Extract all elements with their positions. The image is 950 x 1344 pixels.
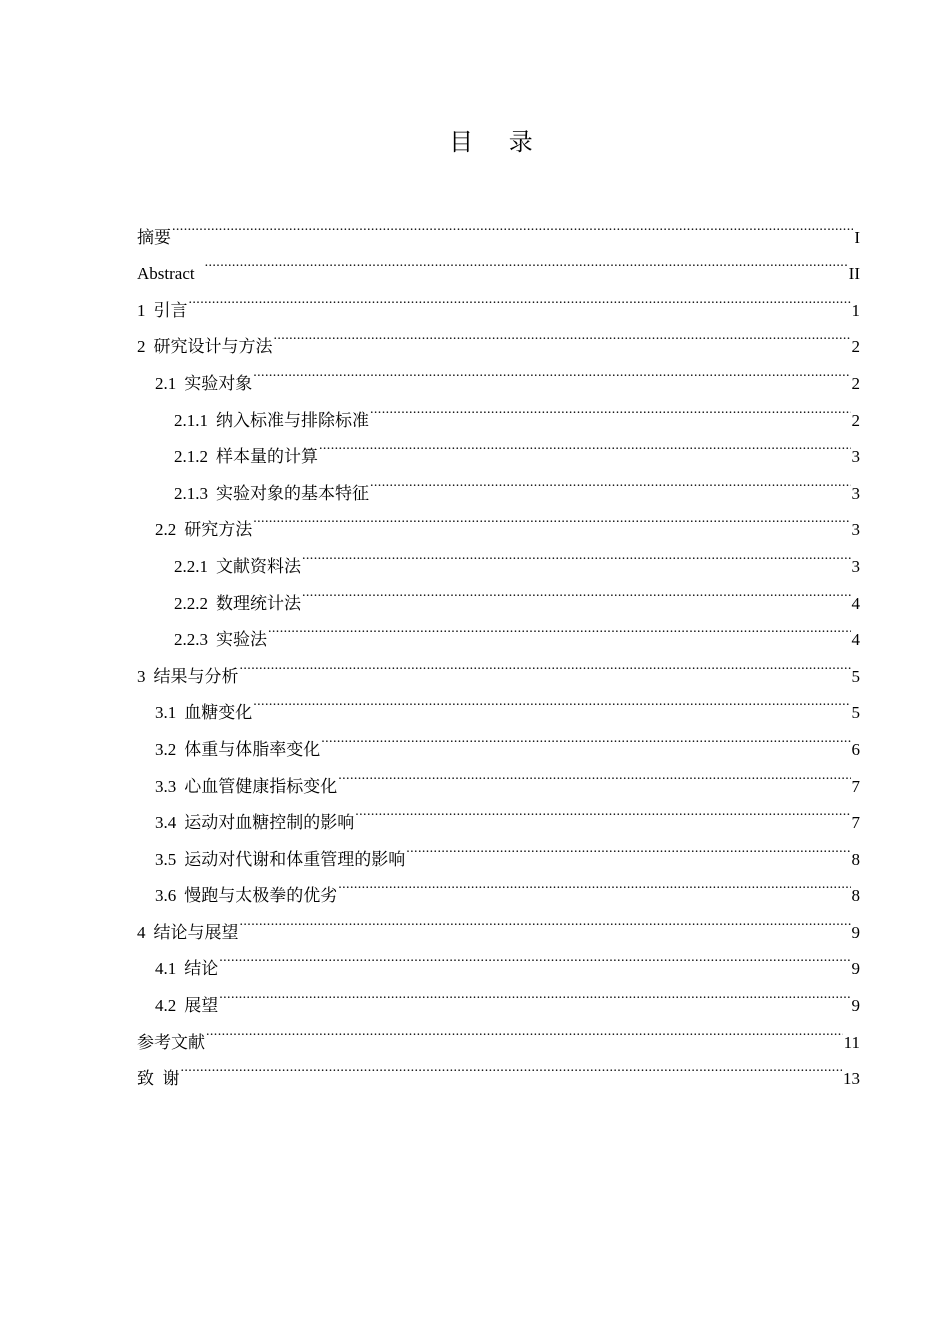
toc-dot-leader — [181, 1048, 843, 1085]
toc-entry-title: 结果与分析 — [153, 666, 239, 686]
toc-entry[interactable] — [137, 938, 860, 979]
toc-entry-title: 结论与展望 — [153, 922, 239, 942]
toc-page-number: 1 — [851, 300, 860, 320]
toc-page-number: I — [854, 227, 860, 247]
toc-page-number: 4 — [851, 630, 860, 650]
toc-entry-title: Abstract — [137, 264, 195, 284]
toc-entry-title: 数理统计法 — [216, 593, 301, 613]
toc-entry-number: 2.2.3 — [174, 630, 208, 650]
toc-entry-title: 研究设计与方法 — [153, 337, 273, 357]
toc-entry[interactable] — [137, 974, 860, 1016]
toc-entry[interactable] — [137, 1011, 860, 1052]
toc-dot-leader — [370, 389, 851, 426]
toc-dot-leader — [240, 901, 851, 938]
toc-dot-leader — [206, 1011, 843, 1048]
toc-page-number: 4 — [851, 593, 860, 613]
toc-entry-title: 心血管健康指标变化 — [184, 776, 338, 796]
toc-entry-number: 3.5 — [155, 849, 177, 869]
toc-dot-leader — [355, 792, 850, 829]
toc-entry[interactable] — [137, 206, 860, 247]
toc-page-number: 8 — [851, 849, 860, 869]
toc-entry[interactable] — [137, 1048, 860, 1089]
toc-entry-title: 实验对象的基本特征 — [216, 483, 369, 503]
toc-page-number: 3 — [851, 556, 860, 576]
toc-dot-leader — [338, 755, 850, 792]
toc-entry-title: 参考文献 — [137, 1032, 205, 1052]
toc-entry-title: 展望 — [184, 996, 219, 1016]
toc-entry-title: 结论 — [184, 959, 219, 979]
toc-entry-number: 3.6 — [155, 886, 177, 906]
toc-entry-title: 实验法 — [216, 630, 267, 650]
toc-dot-leader — [302, 535, 851, 572]
toc-page-number: 2 — [851, 410, 860, 430]
toc-entry-title: 引言 — [153, 300, 188, 320]
toc-page-number: II — [848, 264, 860, 284]
toc-entry-title: 纳入标准与排除标准 — [216, 410, 369, 430]
toc-entry[interactable] — [137, 316, 860, 357]
toc-entry-number: 2.2.2 — [174, 593, 208, 613]
toc-page-number: 5 — [851, 666, 860, 686]
toc-entry-number: 2 — [137, 337, 146, 357]
toc-entry-number: 3.3 — [155, 776, 177, 796]
toc-entry-number: 2.1.1 — [174, 410, 208, 430]
toc-entry-title: 慢跑与太极拳的优劣 — [184, 886, 338, 906]
toc-dot-leader — [172, 206, 853, 243]
toc-entry-number: 1 — [137, 300, 146, 320]
toc-dot-leader — [338, 865, 850, 902]
toc-entry-title: 运动对血糖控制的影响 — [184, 813, 355, 833]
toc-entry-number: 2.1.2 — [174, 447, 208, 467]
toc-dot-leader — [370, 462, 851, 499]
toc-entry-title: 血糖变化 — [184, 703, 253, 723]
toc-page-number: 2 — [851, 337, 860, 357]
toc-entry-title: 致 谢 — [137, 1069, 180, 1089]
toc-entry-title: 研究方法 — [184, 520, 253, 540]
toc-entry-number: 2.2.1 — [174, 556, 208, 576]
toc-page-number: 3 — [851, 483, 860, 503]
toc-entry-number: 4.2 — [155, 996, 177, 1016]
toc-dot-leader — [321, 718, 850, 755]
toc-entry-title: 运动对代谢和体重管理的影响 — [184, 849, 406, 869]
toc-entry-number: 4 — [137, 922, 146, 942]
table-of-contents — [137, 206, 860, 1089]
toc-entry-number: 2.1.3 — [174, 483, 208, 503]
toc-entry-title: 样本量的计算 — [216, 447, 318, 467]
toc-entry[interactable] — [137, 901, 860, 942]
toc-entry-number: 2.1 — [155, 373, 177, 393]
toc-entry-title: 实验对象 — [184, 373, 253, 393]
toc-dot-leader — [253, 499, 850, 536]
toc-dot-leader — [268, 609, 851, 646]
toc-entry[interactable] — [137, 279, 860, 320]
toc-page-number: 3 — [851, 447, 860, 467]
toc-dot-leader — [253, 682, 850, 719]
toc-dot-leader — [319, 426, 851, 463]
toc-page-number: 7 — [851, 813, 860, 833]
toc-dot-leader — [219, 938, 850, 975]
toc-page-number: 3 — [851, 520, 860, 540]
page-title: 目 录 — [449, 128, 547, 156]
toc-entry[interactable] — [137, 243, 860, 284]
toc-dot-leader — [219, 974, 850, 1011]
toc-page-number: 9 — [851, 959, 860, 979]
toc-page-number: 6 — [851, 739, 860, 759]
toc-entry-title: 体重与体脂率变化 — [184, 739, 321, 759]
toc-dot-leader — [253, 352, 850, 389]
toc-page-number: 2 — [851, 373, 860, 393]
toc-entry[interactable] — [137, 682, 860, 723]
toc-page-number: 11 — [843, 1032, 860, 1052]
toc-dot-leader — [240, 645, 851, 682]
toc-entry-number: 2.2 — [155, 520, 177, 540]
toc-page-number: 9 — [851, 996, 860, 1016]
toc-entry-number: 4.1 — [155, 959, 177, 979]
toc-dot-leader — [205, 243, 848, 280]
toc-page-number: 7 — [851, 776, 860, 796]
toc-page-number: 5 — [851, 703, 860, 723]
toc-page-number: 13 — [843, 1069, 860, 1089]
toc-page-number: 8 — [851, 886, 860, 906]
toc-entry-title: 摘要 — [137, 227, 171, 247]
toc-entry-number: 3.2 — [155, 739, 177, 759]
toc-entry-number: 3 — [137, 666, 146, 686]
toc-dot-leader — [302, 572, 851, 609]
toc-dot-leader — [274, 316, 851, 353]
toc-entry-number: 3.1 — [155, 703, 177, 723]
toc-entry[interactable] — [137, 645, 860, 686]
toc-dot-leader — [189, 279, 851, 316]
toc-entry-title: 文献资料法 — [216, 556, 301, 576]
toc-dot-leader — [406, 828, 850, 865]
toc-entry-number: 3.4 — [155, 813, 177, 833]
toc-page-number: 9 — [851, 922, 860, 942]
